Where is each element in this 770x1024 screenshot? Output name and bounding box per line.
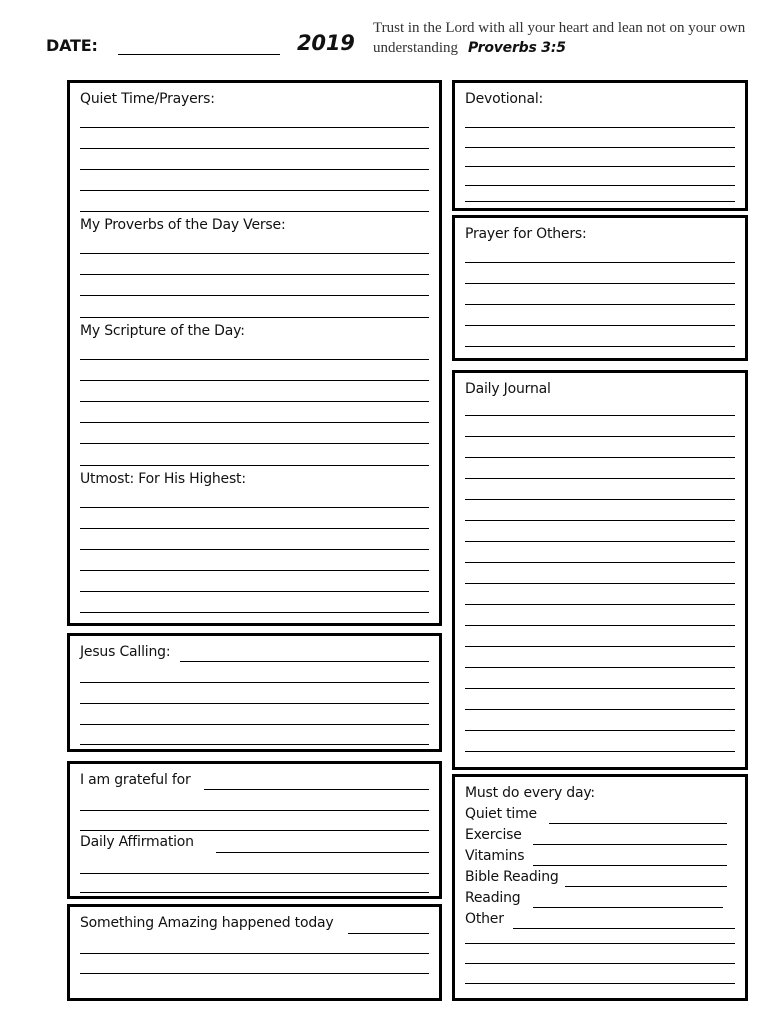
must-do-item-label: Reading: [465, 890, 521, 906]
writing-line[interactable]: [80, 591, 429, 592]
writing-line[interactable]: [465, 147, 735, 148]
writing-line[interactable]: [80, 507, 429, 508]
writing-line[interactable]: [80, 169, 429, 170]
writing-line[interactable]: [465, 583, 735, 584]
header-verse: [373, 18, 763, 58]
writing-line[interactable]: [80, 295, 429, 296]
writing-line[interactable]: [533, 865, 727, 866]
writing-line[interactable]: [465, 730, 735, 731]
writing-line[interactable]: [465, 625, 735, 626]
writing-line[interactable]: [465, 541, 735, 542]
amazing-label: Something Amazing happened today: [80, 915, 334, 931]
jesus-calling-box: [67, 633, 442, 752]
must-do-item[interactable]: [465, 890, 735, 910]
grateful-label: I am grateful for: [80, 772, 191, 788]
writing-line[interactable]: [565, 886, 727, 887]
writing-line[interactable]: [465, 604, 735, 605]
writing-line[interactable]: [80, 892, 429, 893]
year: 2019: [297, 31, 355, 55]
writing-line[interactable]: [80, 724, 429, 725]
writing-line[interactable]: [465, 436, 735, 437]
must-do-item[interactable]: [465, 848, 735, 868]
writing-line[interactable]: [80, 682, 429, 683]
must-do-item-label: Other: [465, 911, 504, 927]
prayer-others-box: [452, 215, 748, 361]
jesus-calling-label: Jesus Calling:: [80, 644, 171, 660]
writing-line[interactable]: [465, 983, 735, 984]
writing-line[interactable]: [80, 359, 429, 360]
writing-line[interactable]: [216, 852, 429, 853]
writing-line[interactable]: [204, 789, 429, 790]
writing-line[interactable]: [80, 253, 429, 254]
date-label: DATE:: [46, 36, 98, 55]
writing-line[interactable]: [465, 478, 735, 479]
writing-line[interactable]: [80, 274, 429, 275]
writing-line[interactable]: [80, 148, 429, 149]
writing-line[interactable]: [549, 823, 727, 824]
must-do-item[interactable]: [465, 827, 735, 847]
writing-line[interactable]: [80, 127, 429, 128]
writing-line[interactable]: [80, 528, 429, 529]
writing-line[interactable]: [465, 709, 735, 710]
writing-line[interactable]: [80, 401, 429, 402]
date-line[interactable]: [118, 54, 280, 55]
writing-line[interactable]: [80, 317, 429, 318]
writing-line[interactable]: [513, 928, 735, 929]
scripture-label: My Scripture of the Day:: [80, 323, 245, 339]
must-do-item-label: Vitamins: [465, 848, 525, 864]
writing-line[interactable]: [80, 190, 429, 191]
verse-reference: Proverbs 3:5: [467, 40, 566, 56]
must-do-label: Must do every day:: [465, 785, 595, 801]
writing-line[interactable]: [80, 443, 429, 444]
amazing-box: [67, 904, 442, 1001]
must-do-item-label: Exercise: [465, 827, 522, 843]
writing-line[interactable]: [465, 201, 735, 202]
writing-line[interactable]: [80, 810, 429, 811]
must-do-item-label: Quiet time: [465, 806, 537, 822]
writing-line[interactable]: [80, 211, 429, 212]
writing-line[interactable]: [80, 549, 429, 550]
devotional-box: [452, 80, 748, 211]
writing-line[interactable]: [80, 703, 429, 704]
writing-line[interactable]: [80, 465, 429, 466]
writing-line[interactable]: [80, 973, 429, 974]
left-main-box: [67, 80, 442, 626]
writing-line[interactable]: [465, 646, 735, 647]
quiet-time-label: Quiet Time/Prayers:: [80, 91, 215, 107]
writing-line[interactable]: [80, 380, 429, 381]
writing-line[interactable]: [465, 325, 735, 326]
journal-box: [452, 370, 748, 770]
must-do-item-label: Bible Reading: [465, 869, 559, 885]
affirmation-label: Daily Affirmation: [80, 834, 194, 850]
writing-line[interactable]: [465, 185, 735, 186]
writing-line[interactable]: [465, 346, 735, 347]
writing-line[interactable]: [465, 963, 735, 964]
utmost-label: Utmost: For His Highest:: [80, 471, 246, 487]
writing-line[interactable]: [465, 943, 735, 944]
writing-line[interactable]: [533, 907, 723, 908]
writing-line[interactable]: [348, 933, 429, 934]
writing-line[interactable]: [465, 457, 735, 458]
writing-line[interactable]: [465, 499, 735, 500]
writing-line[interactable]: [180, 661, 429, 662]
writing-line[interactable]: [465, 166, 735, 167]
must-do-box: [452, 774, 748, 1001]
must-do-item[interactable]: [465, 911, 735, 931]
writing-line[interactable]: [80, 422, 429, 423]
writing-line[interactable]: [80, 612, 429, 613]
journal-label: Daily Journal: [465, 381, 551, 397]
grateful-box: [67, 761, 442, 899]
writing-line[interactable]: [80, 873, 429, 874]
writing-line[interactable]: [465, 304, 735, 305]
writing-line[interactable]: [80, 570, 429, 571]
writing-line[interactable]: [465, 688, 735, 689]
writing-line[interactable]: [465, 283, 735, 284]
writing-line[interactable]: [465, 262, 735, 263]
writing-line[interactable]: [465, 520, 735, 521]
verse-text: Trust in the Lord with all your heart and lean not on your own understanding: [373, 20, 746, 56]
prayer-others-label: Prayer for Others:: [465, 226, 587, 242]
proverbs-label: My Proverbs of the Day Verse:: [80, 217, 286, 233]
must-do-item[interactable]: [465, 869, 735, 889]
must-do-item[interactable]: [465, 806, 735, 826]
writing-line[interactable]: [465, 127, 735, 128]
writing-line[interactable]: [465, 562, 735, 563]
devotional-label: Devotional:: [465, 91, 544, 107]
writing-line[interactable]: [80, 744, 429, 745]
writing-line[interactable]: [80, 830, 429, 831]
writing-line[interactable]: [80, 953, 429, 954]
writing-line[interactable]: [465, 751, 735, 752]
writing-line[interactable]: [465, 415, 735, 416]
writing-line[interactable]: [533, 844, 727, 845]
writing-line[interactable]: [465, 667, 735, 668]
